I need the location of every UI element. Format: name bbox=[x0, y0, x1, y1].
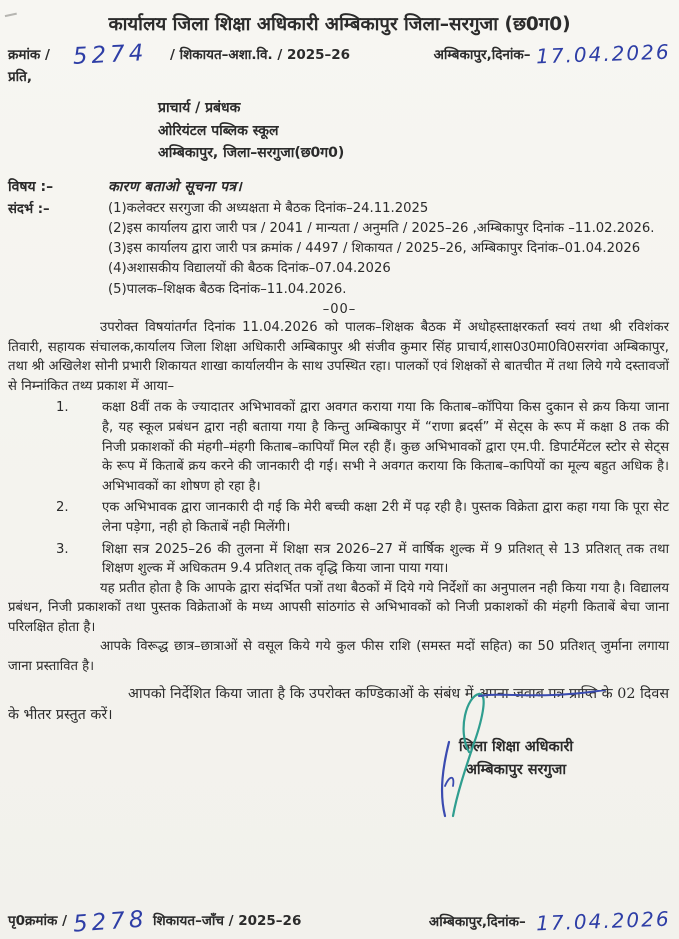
section-divider: –00– bbox=[322, 301, 357, 317]
endorsement-suffix: शिकायत–जॉंच / 2025–26 bbox=[153, 913, 302, 929]
reference-item: (5)पालक–शिक्षक बैठक दिनांक–11.04.2026. bbox=[108, 281, 347, 297]
closing-paragraph-2: आपके विरूद्ध छात्र–छात्राओं से वसूल किये गये कुल फीस राशि (समस्त मदों सहित) का 50 प्रतिशत् जुर्माना लगाया जाना प्रस्तावित है। bbox=[8, 639, 669, 675]
point-text: शिक्षा सत्र 2025–26 की तुलना में शिक्षा सत्र 2026–27 में वार्षिक शुल्क में 9 प्रतिशत् से 13 प्रतिशत् तक तथा शिक्षण शुल्क में अधिकतम 9.4 प्रतिशत् तक वृद्धि किया जाना पाया गया। bbox=[102, 541, 669, 577]
point-number: 1. bbox=[56, 400, 69, 416]
signature-block bbox=[391, 736, 641, 783]
point-text: एक अभिभावक द्वारा जानकारी दी गई कि मेरी बच्ची कक्षा 2री में पढ़ रही है। पुस्तक विक्रेता द्वारा कहा गया कि पूरा सेट लेना पड़ेगा, नही हो किताबें नही मिलेंगी। bbox=[102, 500, 669, 535]
signatory-office: अम्बिकापुर सरगुजा bbox=[465, 762, 567, 779]
reference-item: (3)इस कार्यालय द्वारा जारी पत्र क्रमांक / 4497 / शिकायत / 2025–26, अम्बिकापुर दिनांक–01.04.2026 bbox=[108, 241, 641, 257]
reference-item: (1)कलेक्टर सरगुजा की अध्यक्षता मे बैठक दिनांक–24.11.2025 bbox=[108, 200, 429, 216]
addressee-line: ओरियंटल पब्लिक स्कूल bbox=[158, 122, 279, 139]
prati-label: प्रति, bbox=[8, 69, 33, 85]
closing-paragraph-1: यह प्रतीत होता है कि आपके द्वारा संदर्भित पत्रों तथा बैठकों में दिये गये निर्देशों का अनुपालन नही किया गया है। विद्यालय प्रबंधन, निजी प्रकाशकों तथा पुस्तक विक्रेताओं के मध्य आपसी सांठगांठ से अभिभावकों को निजी प्रकाशकों की मंहगी किताबें बेचा जाना परिलक्षित होता है। bbox=[8, 580, 669, 635]
point-item bbox=[8, 540, 671, 579]
addressee-line: अम्बिकापुर, जिला–सरगुजा(छ0ग0) bbox=[158, 145, 345, 161]
reference-item: (4)अशासकीय विद्यालयों की बैठक दिनांक–07.04.2026 bbox=[108, 261, 391, 277]
serial-date-row bbox=[8, 39, 672, 70]
office-title: कार्यालय जिला शिक्षा अधिकारी अम्बिकापुर जिला–सरगुजा (छ0ग0) bbox=[108, 14, 571, 35]
references-list bbox=[108, 199, 670, 300]
references-section bbox=[8, 199, 671, 300]
addressee-line: प्राचार्य / प्रबंधक bbox=[158, 100, 241, 116]
subject-row bbox=[8, 177, 671, 196]
endorsement-serial bbox=[8, 905, 302, 938]
point-item bbox=[8, 498, 671, 537]
signature-date-handwritten: 17.04.2026 bbox=[536, 906, 672, 936]
point-text: कक्षा 8वीं तक के ज्यादातर अभिभावकों द्वारा अवगत कराया गया कि किताब–कॉपिया किस दुकान से क्रय किया जाना है, यह स्कूल प्रबंधन द्वारा नही बताया गया है किन्तु अम्बिकापुर में “राणा ब्रदर्स” में सेट्स के रूप में कक्षा 8 तक की निजी प्रकाशकों की मंहगी–मंहगी किताब–कापियाँ मिल रही हैं। कुछ अभिभावकों द्वारा एम.पी. डिपार्टमेंटल स्टोर से सेट्स के रूप में किताबें क्रय करने की जानकारी दी गई। सभी ने अवगत कराया कि किताब–कापियों का मूल्य बहुत अधिक है। अभिभावकों का शोषण हो रहा है। bbox=[102, 400, 669, 494]
place-date-label: अम्बिकापुर,दिनांक– bbox=[433, 47, 531, 63]
scan-artifact-mark bbox=[3, 5, 17, 17]
serial-number-handwritten: 5274 bbox=[72, 40, 148, 70]
addressee-block bbox=[158, 97, 671, 165]
point-number: 2. bbox=[56, 500, 69, 516]
signature-place-date-label: अम्बिकापुर,दिनांक– bbox=[428, 914, 526, 930]
endorsement-number-handwritten: 5278 bbox=[72, 906, 149, 938]
subject-label: विषय :– bbox=[8, 178, 54, 195]
serial-label: क्रमांक / bbox=[8, 47, 50, 63]
intro-paragraph: उपरोक्त विषयांतर्गत दिनांक 11.04.2026 को पालक–शिक्षक बैठक में अधोहस्ताक्षरकर्ता स्वयं तथा श्री रविशंकर तिवारी, सहायक संचालक,कार्यालय जिला शिक्षा अधिकारी अम्बिकापुर श्री संजीव कुमार सिंह प्राचार्य,शास0उ0मा0वि0सरगंवा अम्बिकापुर, तथा श्री अखिलेश सोनी प्रभारी शिकायत शाखा कार्यालयीन के साथ उपस्थित रहा। पालकों एवं शिक्षकों से बातचीत में तथा लिये गये दस्तावजों से निम्नांकित तथ्य प्रकाश में आया– bbox=[8, 319, 669, 394]
endorsement-label: पृ0क्रमांक / bbox=[8, 913, 67, 929]
point-number: 3. bbox=[56, 541, 69, 557]
subject-text: कारण बताओ सूचना पत्र। bbox=[108, 178, 243, 195]
footer-row bbox=[8, 905, 672, 938]
date-handwritten: 17.04.2026 bbox=[536, 39, 672, 69]
closing-paragraph-3: आपको निर्देशित किया जाता है कि उपरोक्त कण्डिकाओं के संबंध में अपना जवाब पत्र प्राप्ति के 02 दिवस के भीतर प्रस्तुत करें। bbox=[8, 685, 669, 723]
reference-item: (2)इस कार्यालय द्वारा जारी पत्र / 2041 / मान्यता / अनुमति / 2025–26 ,अम्बिकापुर दिनांक –11.02.2026. bbox=[108, 220, 655, 236]
signatory-designation: जिला शिक्षा अधिकारी bbox=[458, 738, 574, 755]
references-label: संदर्भ :– bbox=[8, 201, 50, 217]
signature-place-date bbox=[428, 906, 672, 936]
points-list bbox=[8, 398, 671, 578]
serial-suffix: / शिकायत–अशा.वि. / 2025–26 bbox=[169, 47, 351, 63]
point-item bbox=[8, 398, 671, 496]
